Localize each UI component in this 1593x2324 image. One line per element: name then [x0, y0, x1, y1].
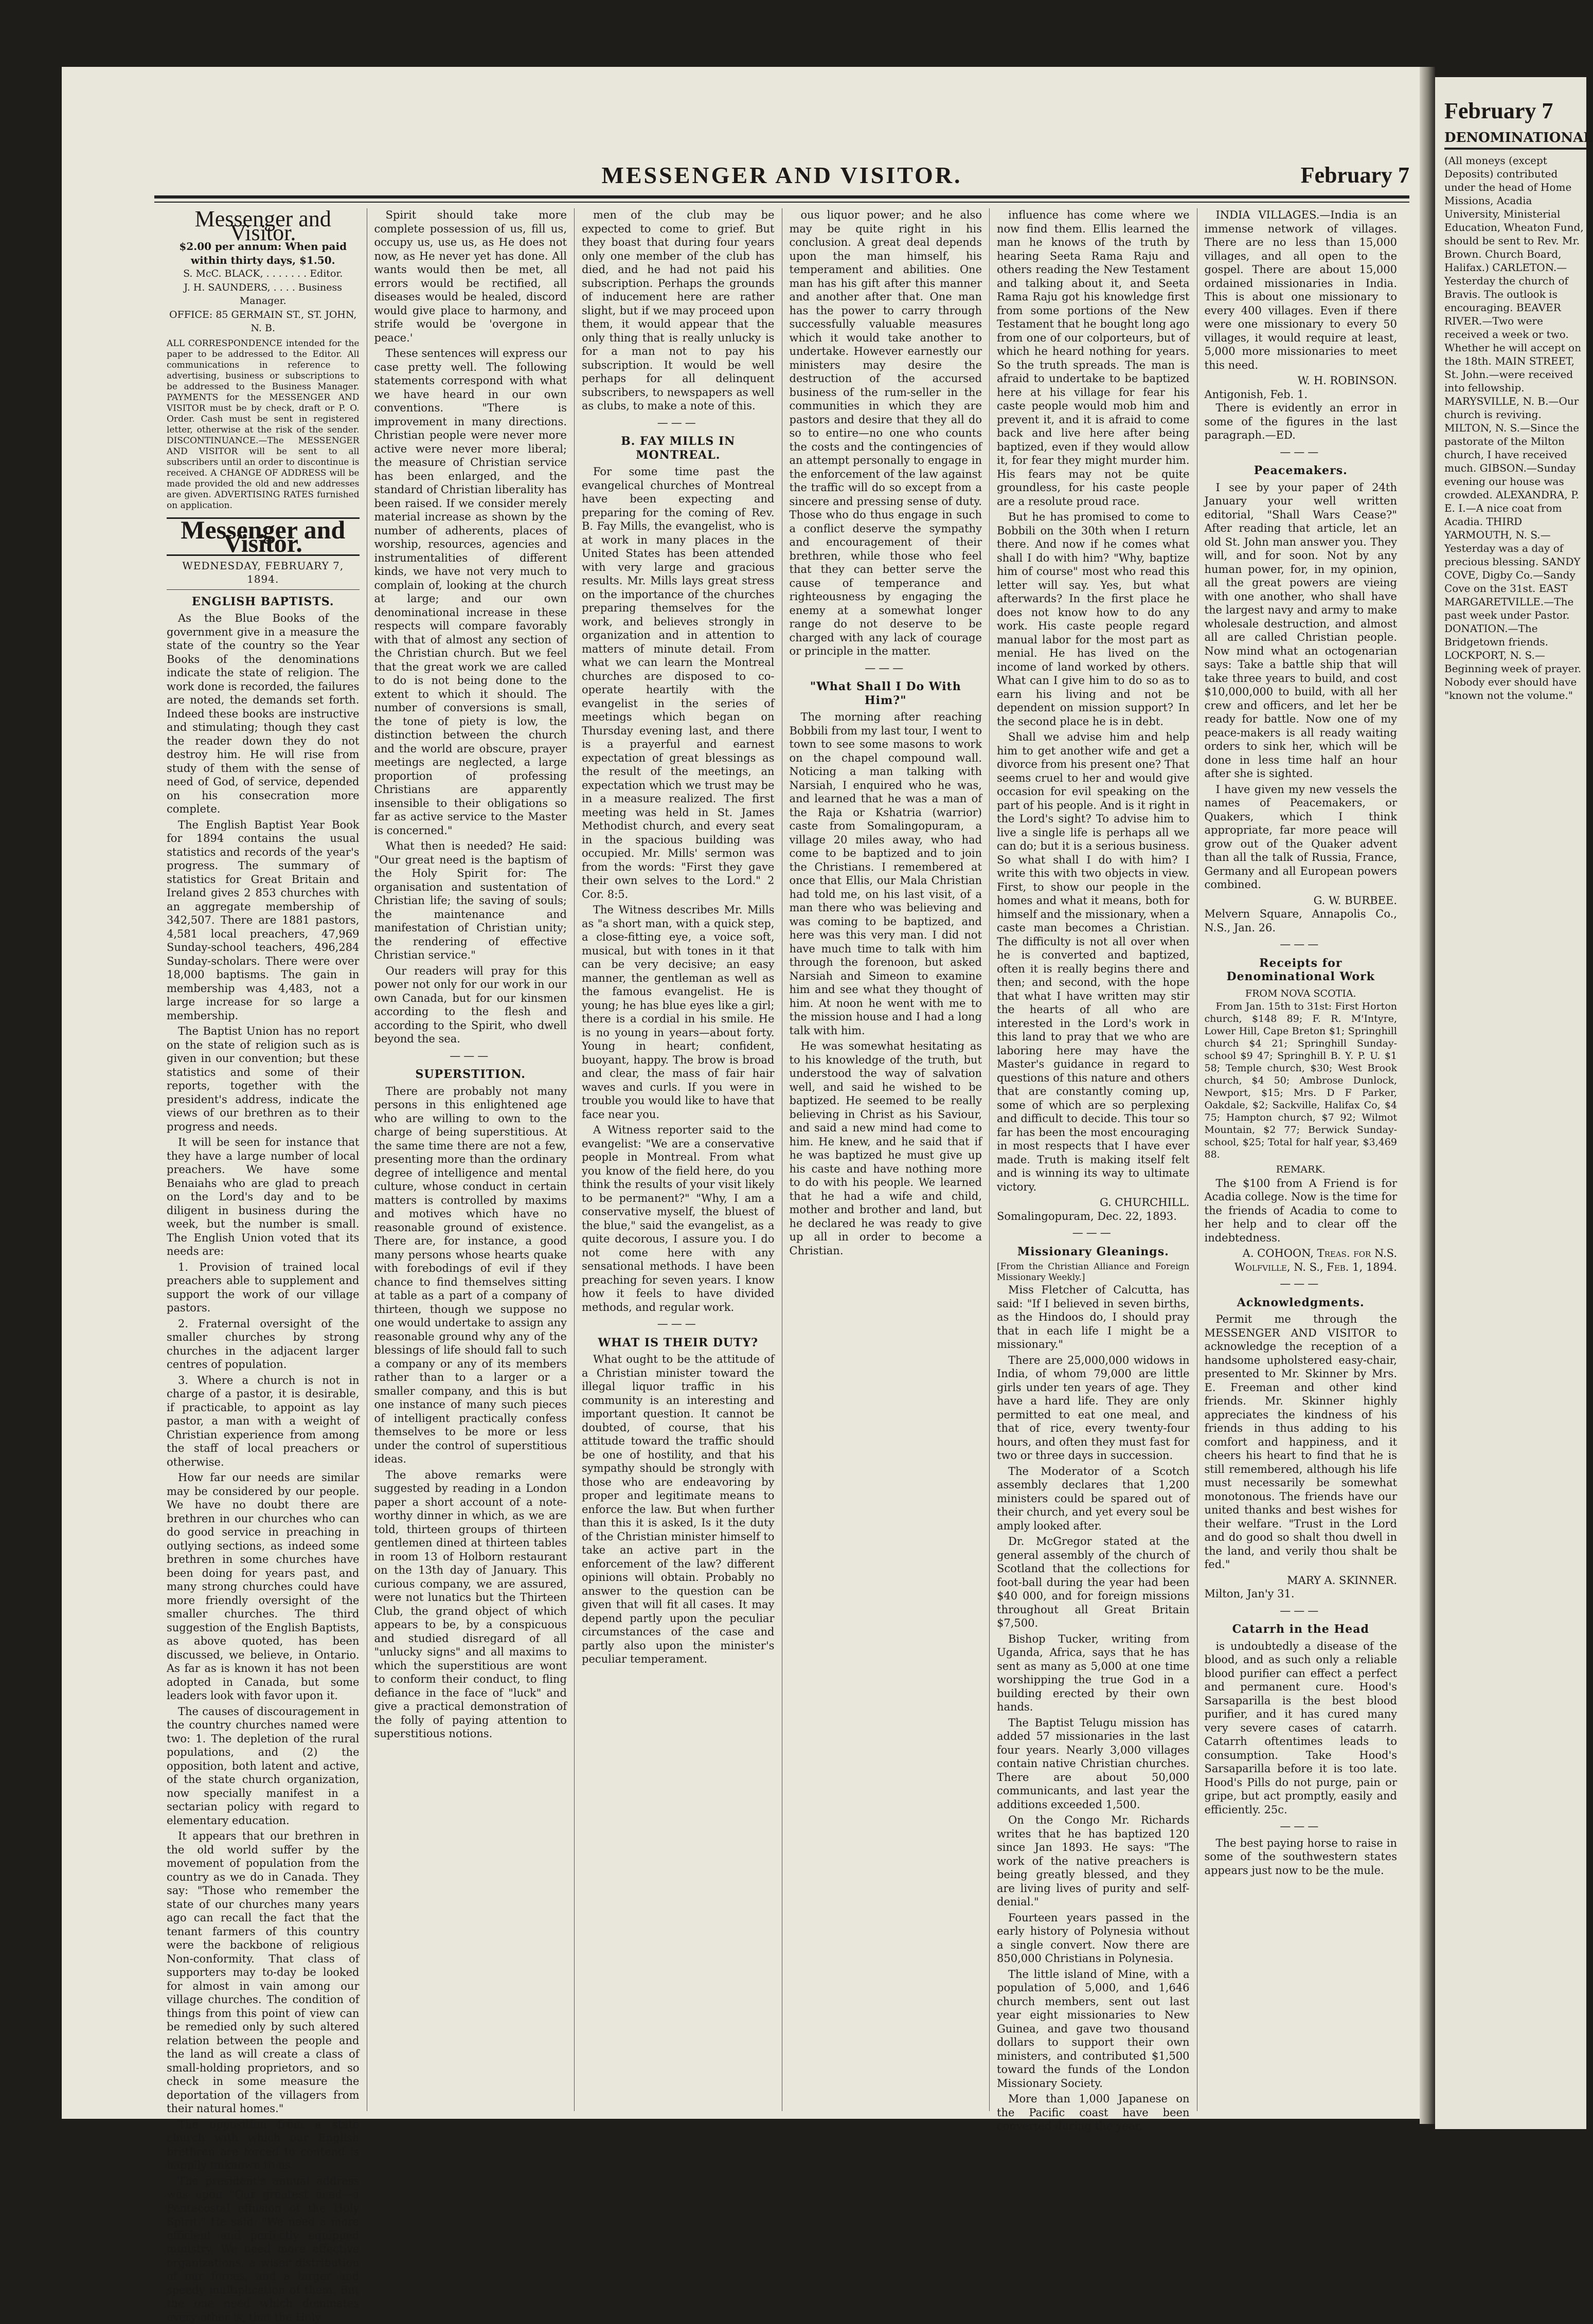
- article-heading-their-duty: WHAT IS THEIR DUTY?: [582, 1336, 775, 1350]
- paragraph: The English Baptist Year Book for 1894 contains the usual statistics and records of the year's progress. The summary of statistics for Great Britain and Ireland gives 2 853 churches with an aggregate membership of 342,507. There are 1881 pastors, 4,581 local preachers, 47,969 Sunday-school teachers, 496,284 Sunday-scholars. There were over 18,000 baptisms. The gain in membership was 4,483, not a large increase for so large a membership.: [167, 818, 360, 1023]
- paragraph: For some time past the evangelical churches of Montreal have been expecting and preparing for the coming of Rev. B. Fay Mills, the evangelist, who is at work in many places in the United States has been attended with very large and gracious results. Mr. Mills lays great stress on the importance of the churches preparing themselves for the work, and believes strongly in organization and in attention to matters of minute detail. From what we can learn the Montreal churches are disposed to co-operate heartily with the evangelist in the series of meetings which began on Thursday evening last, and there is a prayerful and earnest expectation of great blessings as the result of the meetings, an expectation which we trust may be in a measure realized. The first meeting was held in St. James Methodist church, and every seat in the spacious building was occupied. Mr. Mills' sermon was from the words: "First they gave their own selves to the Lord." 2 Cor. 8:5.: [582, 465, 775, 901]
- byline-place: Antigonish, Feb. 1.: [1205, 388, 1398, 402]
- section-divider: ———: [582, 416, 775, 430]
- advertisement-text: is undoubtedly a disease of the blood, and as such only a reliable blood purifier can effect a perfect and permanent cure. Hood's Sarsaparilla is the best blood purifier, and it has cured many very severe cases of catarrh. Catarrh oftentimes leads to consumption. Take Hood's Sarsaparilla before it is too late. Hood's Pills do not purge, pain or gripe, but act promptly, easily and efficiently. 25c.: [1205, 1640, 1398, 1817]
- columns: [159, 208, 1404, 2111]
- paragraph: Shall we advise him and help him to get another wife and get a divorce from his present one? That seems cruel to her and would give occasion for evil speaking on the part of his people. And is it right in the Lord's sight? To advise him to live a single life is perhaps all we can do; but it is a serious business. So what shall I do with him? I write this with two objects in view. First, to show our people in the homes and what it means, both for himself and the missionary, when a caste man becomes a Christian. The difficulty is not all over when he is converted and baptized, often it is really begins there and then; and second, with the hope that what I have written may stir the hearts of all who are interested in the Lord's work in this land to pray that we who are laboring here may have the Master's guidance in regard to questions of this nature and others that are constantly coming up, some of which are so perplexing and difficult to decide. This tour so far has been the most encouraging in most respects that I have ever made. Truth is making itself felt and is winning its way to ultimate victory.: [997, 730, 1190, 1194]
- article-heading-what-shall-i-do: "What Shall I Do With Him?": [790, 680, 982, 707]
- article-heading-catarrh: Catarrh in the Head: [1205, 1623, 1398, 1636]
- section-divider: ———: [1205, 445, 1398, 459]
- gleanings-source: [From the Christian Alliance and Foreign Missionary Weekly.]: [997, 1262, 1190, 1283]
- paragraph: I see by your paper of 24th January your well written editorial, "Shall Wars Cease?" After reading that article, let an old St. John man answer you. They will, and for soon. Not by any human power, for, in my opinion, all the great powers are vieing with one another, who shall have the largest navy and army to make wholesale destruction, and almost all are called Christian people. Now mind what an octogenarian says: Take a battle ship that will take three years to build, and cost $10,000,000 to build, with all her crew and officers, and let her be ready for battle. Now one of my peace-makers is all ready waiting orders to sink her, which will be done in less time half an hour after she is sighted.: [1205, 481, 1398, 781]
- paragraph: The causes of discouragement in the country churches named were two: 1. The depletion of the rural populations, and (2) the opposition, both latent and active, of the state church organization, now specially manifest in a sectarian policy with regard to elementary education.: [167, 1705, 360, 1828]
- gleaning: More than 1,000 Japanese on the Pacific coast have been converted during the year.: [997, 2092, 1190, 2133]
- gleaning: The Moderator of a Scotch assembly declares that 1,200 ministers could be spared out of their church, and yet every soul be amply looked after.: [997, 1465, 1190, 1533]
- dateline: WEDNESDAY, FEBRUARY 7, 1894.: [167, 559, 360, 590]
- section-divider: ———: [582, 1317, 775, 1331]
- byline-place: Melvern Square, Annapolis Co., N.S., Jan. 26.: [1205, 907, 1398, 934]
- section-divider: ———: [997, 1226, 1190, 1240]
- paragraph: I have given my new vessels the names of Peacemakers, or Quakers, which I think appropriate, far more peace will grow out of the Quaker advent than all the talk of Russia, France, Germany and all European powers combined.: [1205, 783, 1398, 892]
- publisher-notice: ALL CORRESPONDENCE intended for the paper to be addressed to the Editor. All communications in reference to advertising, business or subscriptions to be addressed to the Business Manager. PAYMENTS for the MESSENGER AND VISITOR must be by check, draft or P. O. Order. Cash must be sent in registered letter, otherwise at the risk of the sender. DISCONTINUANCE.—The MESSENGER AND VISITOR will be sent to all subscribers until an order to discontinue is received. A CHANGE OF ADDRESS will be made provided the old and new addresses are given. ADVERTISING RATES furnished on application.: [167, 338, 360, 511]
- section-divider: ———: [1205, 938, 1398, 951]
- paragraph: 1. Provision of trained local preachers able to supplement and support the work of our village pastors.: [167, 1260, 360, 1315]
- column-6: [1197, 208, 1405, 2111]
- article-heading-missionary-gleanings: Missionary Gleanings.: [997, 1245, 1190, 1259]
- paragraph: ous liquor power; and he also may be quite right in his conclusion. A great deal depends upon the man himself, his temperament and abilities. One man has his gift after this manner and another after that. One man has the power to carry through successfully valuable measures which it would take another to undertake. However earnestly our ministers may desire the destruction of the accursed business of the rum-seller in the communities in which they are pastors and desire that they all do so to entire—no one who counts the costs and the contingencies of an attempt personally to engage in the enforcement of the law against the traffic will do so except from a sincere and pressing sense of duty. Those who do thus engage in such a conflict deserve the sympathy and encouragement of their brethren, while those who feel that they can better serve the cause of temperance and righteousness by engaging the enemy at a somewhat longer range do not deserve to be charged with any lack of courage or principle in the matter.: [790, 208, 982, 658]
- article-heading-peacemakers: Peacemakers.: [1205, 464, 1398, 478]
- article-heading-fay-mills: B. FAY MILLS IN MONTREAL.: [582, 435, 775, 462]
- paragraph: These sentences will express our case pretty well. The following statements correspond with what we have heard in our own conventions. "There is improvement in many directions. Christian people were never more active were never more liberal; the measure of Christian service has been enlarged, and the standard of Christian liberality has been raised. If we consider merely material increase as shown by the number of adherents, places of worship, resources, agencies and instrumentalities of different kinds, we have not very much to complain of, looking at the church at large; and our own denominational increase in these respects will compare favorably with that of almost any section of the Christian church. But we feel that the great work we are called to do is not being done to the extent to which it should. The number of conversions is small, the tone of piety is low, the distinction between the church and the world are obscure, prayer meetings are neglected, a large proportion of professing Christians are apparently insensible to their obligations so far as active service to the Master is concerned.": [374, 347, 567, 837]
- gleaning: Bishop Tucker, writing from Uganda, Africa, says that he has sent as many as 5,000 at one time worshipping the true God in a building erected by their own hands.: [997, 1632, 1190, 1714]
- paragraph: It will be seen for instance that they have a large number of local preachers. We have some Benaiahs who are glad to preach on the Lord's day and to be diligent in business during the week, but the number is small. The English Union voted that its needs are:: [167, 1136, 360, 1258]
- page-fold-shadow: [1420, 67, 1435, 2124]
- section-divider: ———: [1205, 1819, 1398, 1833]
- paragraph: The morning after reaching Bobbili from my last tour, I went to town to see some masons to work on the chapel compound wall. Noticing a man talking with Narsiah, I enquired who he was, and learned that he was a man of the Raja or Kshatria (warrior) caste from Somalingopuram, a village 20 miles away, who had come to be baptized and to join the Christians. I remembered at once that Ellis, our Mala Christian had told me, on his last visit, of a man there who was believing and was coming to be baptized, and here was this very man. I did not have much time to talk with him through the forenoon, but asked Narsiah and Simeon to examine him and see what they thought of him. At noon he went with me to the mission house and I had a long talk with him.: [790, 710, 982, 1037]
- article-heading-english-baptists: ENGLISH BAPTISTS.: [167, 595, 360, 609]
- adjacent-page-section: DENOMINATIONAL: [1444, 130, 1586, 150]
- byline: W. H. ROBINSON.: [1205, 374, 1398, 388]
- ack-signature: MARY A. SKINNER.: [1205, 1574, 1398, 1588]
- remark-signature: A. COHOON, Treas. for N.S. Wolfville, N. S., Feb. 1, 1894.: [1205, 1247, 1398, 1274]
- adjacent-page-text: (All moneys (except Deposits) contributed under the head of Home Missions, Acadia University, Ministerial Education, Wheaton Fund, should be sent to Rev. Mr. Brown. Church Board, Halifax.) CARLETON.—Yesterday the church of Bravis. The outlook is encouraging. BEAVER RIVER.—Two were received a week or two. Whether he will accept on the 18th. MAIN STREET, St. John.—were received into fellowship. MARYSVILLE, N. B.—Our church is reviving. MILTON, N. S.—Since the pastorate of the Milton church, I have received much. GIBSON.—Sunday evening our house was crowded. ALEXANDRA, P. E. I.—A nice coat from Acadia. THIRD YARMOUTH, N. S.—Yesterday was a day of precious blessing. SANDY COVE, Digby Co.—Sandy Cove on the 31st. EAST MARGARETVILLE.—The past week under Pastor. DONATION.—The Bridgetown friends. LOCKPORT, N. S.—Beginning week of prayer. Nobody ever should have "known not the volume.": [1444, 154, 1586, 702]
- adjacent-page: [1435, 77, 1586, 2129]
- editor-note: There is evidently an error in some of the figures in the last paragraph.—ED.: [1205, 401, 1398, 442]
- gleaning: On the Congo Mr. Richards writes that he has baptized 120 since Jan 1893. He says: "The work of the native preachers is being greatly blessed, and they are living lives of purity and self-denial.": [997, 1813, 1190, 1909]
- paragraph: men of the club may be expected to come to grief. But they boast that during four years only one member of the club has died, and he had not paid his subscription. Perhaps the grounds of inducement here are rather slight, but if we may proceed upon them, it would appear that the only thing that is really unlucky is for a man not to pay his subscription. It would be well perhaps for all delinquent subscribers, to newspapers as well as clubs, to make a note of this.: [582, 208, 775, 413]
- paragraph: He was somewhat hesitating as to his knowledge of the truth, but understood the way of salvation well, and said he wished to be baptized. He seemed to be really believing in Christ as his Saviour, and said a new mind had come to him. He knew, and he said that if he was baptized he must give up his caste and have nothing more to do with his people. We learned that he had a wife and child, mother and brother and land, but he declared he was ready to give up all in order to become a Christian.: [790, 1039, 982, 1257]
- article-heading-acknowledgments: Acknowledgments.: [1205, 1296, 1398, 1310]
- byline: G. CHURCHILL.: [997, 1196, 1190, 1210]
- paragraph: The opposition from a state church with which our English brethren are forced to contend is happily unknown to us.: [167, 2118, 360, 2172]
- paragraph: What then is needed? He said: "Our great need is the baptism of the Holy Spirit for: The organisation and sustentation of Christian life; the saving of souls; the maintenance and manifestation of Christian unity; the rendering of effective Christian service.": [374, 839, 567, 962]
- section-divider: ———: [374, 1049, 567, 1063]
- section-divider: ———: [790, 661, 982, 675]
- byline: G. W. BURBEE.: [1205, 894, 1398, 908]
- section-divider: ———: [1205, 1604, 1398, 1618]
- paragraph: The Baptist Union has no report on the state of religion such as is given in our convention; but these statistics and some of their reports, together with the president's address, indicate the views of our brethren as to their progress and needs.: [167, 1024, 360, 1133]
- gleaning: Fourteen years passed in the early history of Polynesia without a single convert. Now there are 850,000 Christians in Polynesia.: [997, 1911, 1190, 1966]
- article-heading-superstition: SUPERSTITION.: [374, 1068, 567, 1082]
- masthead-small: Messenger and Visitor.: [167, 212, 360, 240]
- column-2: [367, 208, 575, 2111]
- paragraph: But he has promised to come to Bobbili on the 30th when I return there. And now if he comes what shall I do with him? "Why, baptize him of course" most who read this letter will say. Yes, but what afterwards? In the first place he does not know how to do any work. His caste people regard manual labor for the most part as menial. He has lived on the income of land worked by others. What can I give him to do so as to earn his living and not be dependent on mission support? In the second place he is in debt.: [997, 510, 1190, 728]
- column-5: [990, 208, 1197, 2111]
- paragraph: influence has come where we now find them. Ellis learned the man he knows of the truth by hearing Seeta Rama Raju and others reading the New Testament and talking about it, and Seeta Rama Raju got his knowledge first from some portions of the New Testament that he bought long ago from one of our colporteurs, but of which he heard nothing for years. So the truth spreads. The man is afraid to undertake to be baptized here at his village for fear his caste people would mob him and prevent it, and it is afraid to come back and live here after being baptized, even if they would allow it, for fear they might murder him. His fears may not be quite groundless, for his caste people are a resolute proud race.: [997, 208, 1190, 508]
- running-head-date: February 7: [1301, 162, 1409, 188]
- gleaning: The little island of Mine, with a population of 5,000, and 1,646 church members, sent out last year eight missionaries to New Guinea, and gave two thousand dollars to support their own ministers, and contributed $1,500 toward the funds of the London Missionary Society.: [997, 1968, 1190, 2091]
- column-4: [782, 208, 990, 2111]
- paragraph: 3. Where a church is not in charge of a pastor, it is desirable, if practicable, to appoint as lay pastor, a man with a weight of Christian experience from among the staff of local preachers or otherwise.: [167, 1374, 360, 1469]
- gleaning: Dr. McGregor stated at the general assembly of the church of Scotland that the collections for foot-ball during the year had been $40 000, and for foreign missions throughout all Great Britain $7,500.: [997, 1535, 1190, 1630]
- paragraph: 2. Fraternal oversight of the smaller churches by strong churches in the adjacent larger centres of population.: [167, 1317, 360, 1372]
- section-divider: ———: [1205, 1277, 1398, 1291]
- paragraph: What ought to be the attitude of a Christian minister toward the illegal liquor traffic in his community is an interesting and important question. It cannot be doubted, of course, that his attitude toward the traffic should be one of hostility, and that his sympathy should be strongly with those who are endeavoring by proper and legitimate means to enforce the law. But when further than this it is asked, Is it the duty of the Christian minister himself to take an active part in the enforcement of the law? different opinions will obtain. Probably no answer to the question can be given that will fit all cases. It may depend partly upon the peculiar circumstances of the case and partly also upon the minister's peculiar temperament.: [582, 1353, 775, 1666]
- gleaning: The Baptist Telugu mission has added 57 missionaries in the last four years. Nearly 3,000 villages contain native Christian churches. There are about 50,000 communicants, and last year the additions exceeded 1,500.: [997, 1716, 1190, 1812]
- ack-place: Milton, Jan'y 31.: [1205, 1587, 1398, 1601]
- paragraph: How far our needs are similar may be considered by our people. We have no doubt there are brethren in our churches who can do good service in preaching in outlying sections, as indeed some brethren in some churches have been doing for years past, and many strong churches could have more friendly oversight of the smaller churches. The third suggestion of the English Baptists, as above quoted, has been discussed, we believe, in Ontario. As far as is known it has not been adopted in Canada, but some leaders look with favor upon it.: [167, 1471, 360, 1703]
- paragraph: It appears that our brethren in the old world suffer by the movement of population from the country as we do in Canada. They say: "Those who remember the state of our churches many years ago can recall the fact that the tenant farmers of this country were the backbone of religious Non-conformity. That class of supporters may to-day be looked for almost in vain among our village churches. The condition of things from this point of view can be remedied only by such altered relation between the people and the land as will create a class of small-holding proprietors, and so check in some measure the deportation of the villagers from their natural homes.": [167, 1829, 360, 2116]
- adjacent-page-date: February 7: [1444, 98, 1586, 124]
- receipts-subheading: FROM NOVA SCOTIA.: [1205, 987, 1398, 1001]
- gleaning: Miss Fletcher of Calcutta, has said: "If I believed in seven births, as the Hindoos do, I should pray that in each life I might be a missionary.": [997, 1283, 1190, 1352]
- paragraph: There are probably not many persons in this enlightened age who are willing to own to the charge of being superstitious. At the same time there are not a few, presenting more than the ordinary degree of intelligence and mental culture, whose conduct in certain matters is controlled by maxims and motives which have no reasonable ground of existence. There are, for instance, a good many persons whose hearts quake with forebodings of evil if they chance to find themselves sitting at table as a part of a company of thirteen, though we suppose no one would undertake to assign any reasonable ground why any of the blessings of life should fall to such a company or any of its members rather than to a larger or a smaller company, and this is but one instance of many such pieces of intelligent practically confess themselves to be more or less under the control of superstitious ideas.: [374, 1085, 567, 1466]
- paragraph: Our readers will pray for this power not only for our work in our own Canada, but for our kinsmen according to the flesh and according to the Spirit, who dwell beyond the sea.: [374, 964, 567, 1046]
- masthead-large: Messenger and Visitor.: [167, 517, 360, 556]
- paragraph: The Witness describes Mr. Mills as "a short man, with a quick step, a close-fitting eye, a voice soft, musical, but with tones in it that can be very decisive; an easy manner, the gentleman as well as the famous evangelist. He is young; he has blue eyes like a girl; there is a cordial in his smile. He is no young in years—about forty. Young in heart; confident, buoyant, happy. The brow is broad and clear, the mass of fair hair waves and curls. If you were in trouble you would like to have that face near you.: [582, 903, 775, 1121]
- paragraph: The president's annual address was upon "Our greatest need—a Pentecostal effusion of the Holy Spirit." He said: "We need a more efficient and perfectly equipped ministry. We need more effective organizations, a wiser distribution of our forces, and a larger and speedy multiplication of them. But the one need which dominates every other is, that the Holy: [167, 2174, 360, 2324]
- paragraph: Permit me through the MESSENGER AND VISITOR to acknowledge the reception of a handsome upholstered easy-chair, presented to Mr. Skinner by Mrs. E. Freeman and other kind friends. Mr. Skinner highly appreciates the kindness of his friends in thus adding to his comfort and happiness, and it cheers his heart to find that he is still remembered, although his life must necessarily be somewhat monotonous. The friends have our united thanks and best wishes for their welfare. "Trust in the Lord and do good so shalt thou dwell in the land, and verily thou shalt be fed.": [1205, 1312, 1398, 1572]
- column-1: [159, 208, 367, 2111]
- footer-paragraph: The best paying horse to raise in some of the southwestern states appears just now to be the mule.: [1205, 1836, 1398, 1878]
- top-rule: [154, 195, 1409, 199]
- top-rule-thin: [154, 202, 1409, 203]
- running-head-title: MESSENGER AND VISITOR.: [601, 161, 962, 189]
- paragraph: A Witness reporter said to the evangelist: "We are a conservative people in Montreal. From what you know of the field here, do you think the results of your visit likely to be permanent?" "Why, I am a conservative myself, the bluest of the blue," said the evangelist, as a quite decorous, I assure you. I do not come here with any sensational methods. I have been preaching for seven years. I know how it feels to have divided methods, and regular work.: [582, 1123, 775, 1314]
- paragraph: The above remarks were suggested by reading in a London paper a short account of a note-worthy dinner in which, as we are told, thirteen groups of thirteen gentlemen dined at thirteen tables in room 13 of Holborn restaurant on the 13th day of January. This curious company, we are assured, were not lunatics but the Thirteen Club, the grand object of which appears to be, by a conspicuous and studied disregard of all "unlucky signs" and all maxims to which the superstitious are wont to conform their conduct, to fling defiance in the face of "luck" and give a practical demonstration of the folly of paying attention to superstitious notions.: [374, 1468, 567, 1741]
- gleaning: There are 25,000,000 widows in India, of whom 79,000 are little girls under ten years of age. They have a hard life. They are only permitted to eat one meal, and that of rice, every twenty-four hours, and often they must fast for two or three days in succession.: [997, 1354, 1190, 1463]
- paragraph: INDIA VILLAGES.—India is an immense network of villages. There are no less than 15,000 villages, and all open to the gospel. There are about 15,000 ordained missionaries in India. This is about one missionary to every 400 villages. Even if there were one missionary to every 50 villages, it would require at least, 5,000 more missionaries to meet this need.: [1205, 208, 1398, 372]
- byline-place: Somalingopuram, Dec. 22, 1893.: [997, 1210, 1190, 1223]
- remark-heading: REMARK.: [1205, 1163, 1398, 1177]
- paragraph: Spirit should take more complete possession of us, fill us, occupy us, use us, as He does not now, as He never yet has done. All wants would then be met, all errors would be rectified, all diseases would be healed, discord would give place to harmony, and strife would be 'overgone in peace.': [374, 208, 567, 345]
- staff-editor: S. McC. BLACK, . . . . . . . Editor.: [167, 267, 360, 281]
- staff-manager: J. H. SAUNDERS, . . . . Business Manager.: [167, 281, 360, 308]
- office-address: OFFICE: 85 GERMAIN ST., ST. JOHN, N. B.: [167, 308, 360, 335]
- newspaper-page: [62, 67, 1430, 2119]
- article-heading-receipts: Receipts for Denominational Work: [1205, 957, 1398, 984]
- paragraph: As the Blue Books of the government give in a measure the state of the country so the Year Books of the denominations indicate the state of religion. The work done is recorded, the failures are noted, the demands set forth. Indeed these books are instructive and stimulating; though they cast the reader down they do not destroy him. He will rise from study of them with the sense of need of God, of service, depended on his consecration more complete.: [167, 611, 360, 816]
- subscription-price: $2.00 per annum: When paid within thirty days, $1.50.: [167, 240, 360, 267]
- column-3: [575, 208, 782, 2111]
- running-head: [154, 154, 1409, 195]
- remark: The $100 from A Friend is for Acadia college. Now is the time for the friends of Acadia to come to her help and to clear off the indebtedness.: [1205, 1177, 1398, 1245]
- receipts-list: From Jan. 15th to 31st: First Horton church, $148 89; F. R. M'Intyre, Lower Hill, Cape Breton $1; Springhill church $4 21; Springhill Sunday-school $9 47; Springhill B. Y. P. U. $1 58; Temple church, $30; West Brook church, $4 50; Ambrose Dunlock, Newport, $15; Mrs. D F Parker, Oakdale, $2; Sackville, Halifax Co, $4 75; Hampton church, $7 92; Wilmot Mountain, $2 77; Berwick Sunday-school, $25; Total for half year, $3,469 88.: [1205, 1000, 1398, 1161]
